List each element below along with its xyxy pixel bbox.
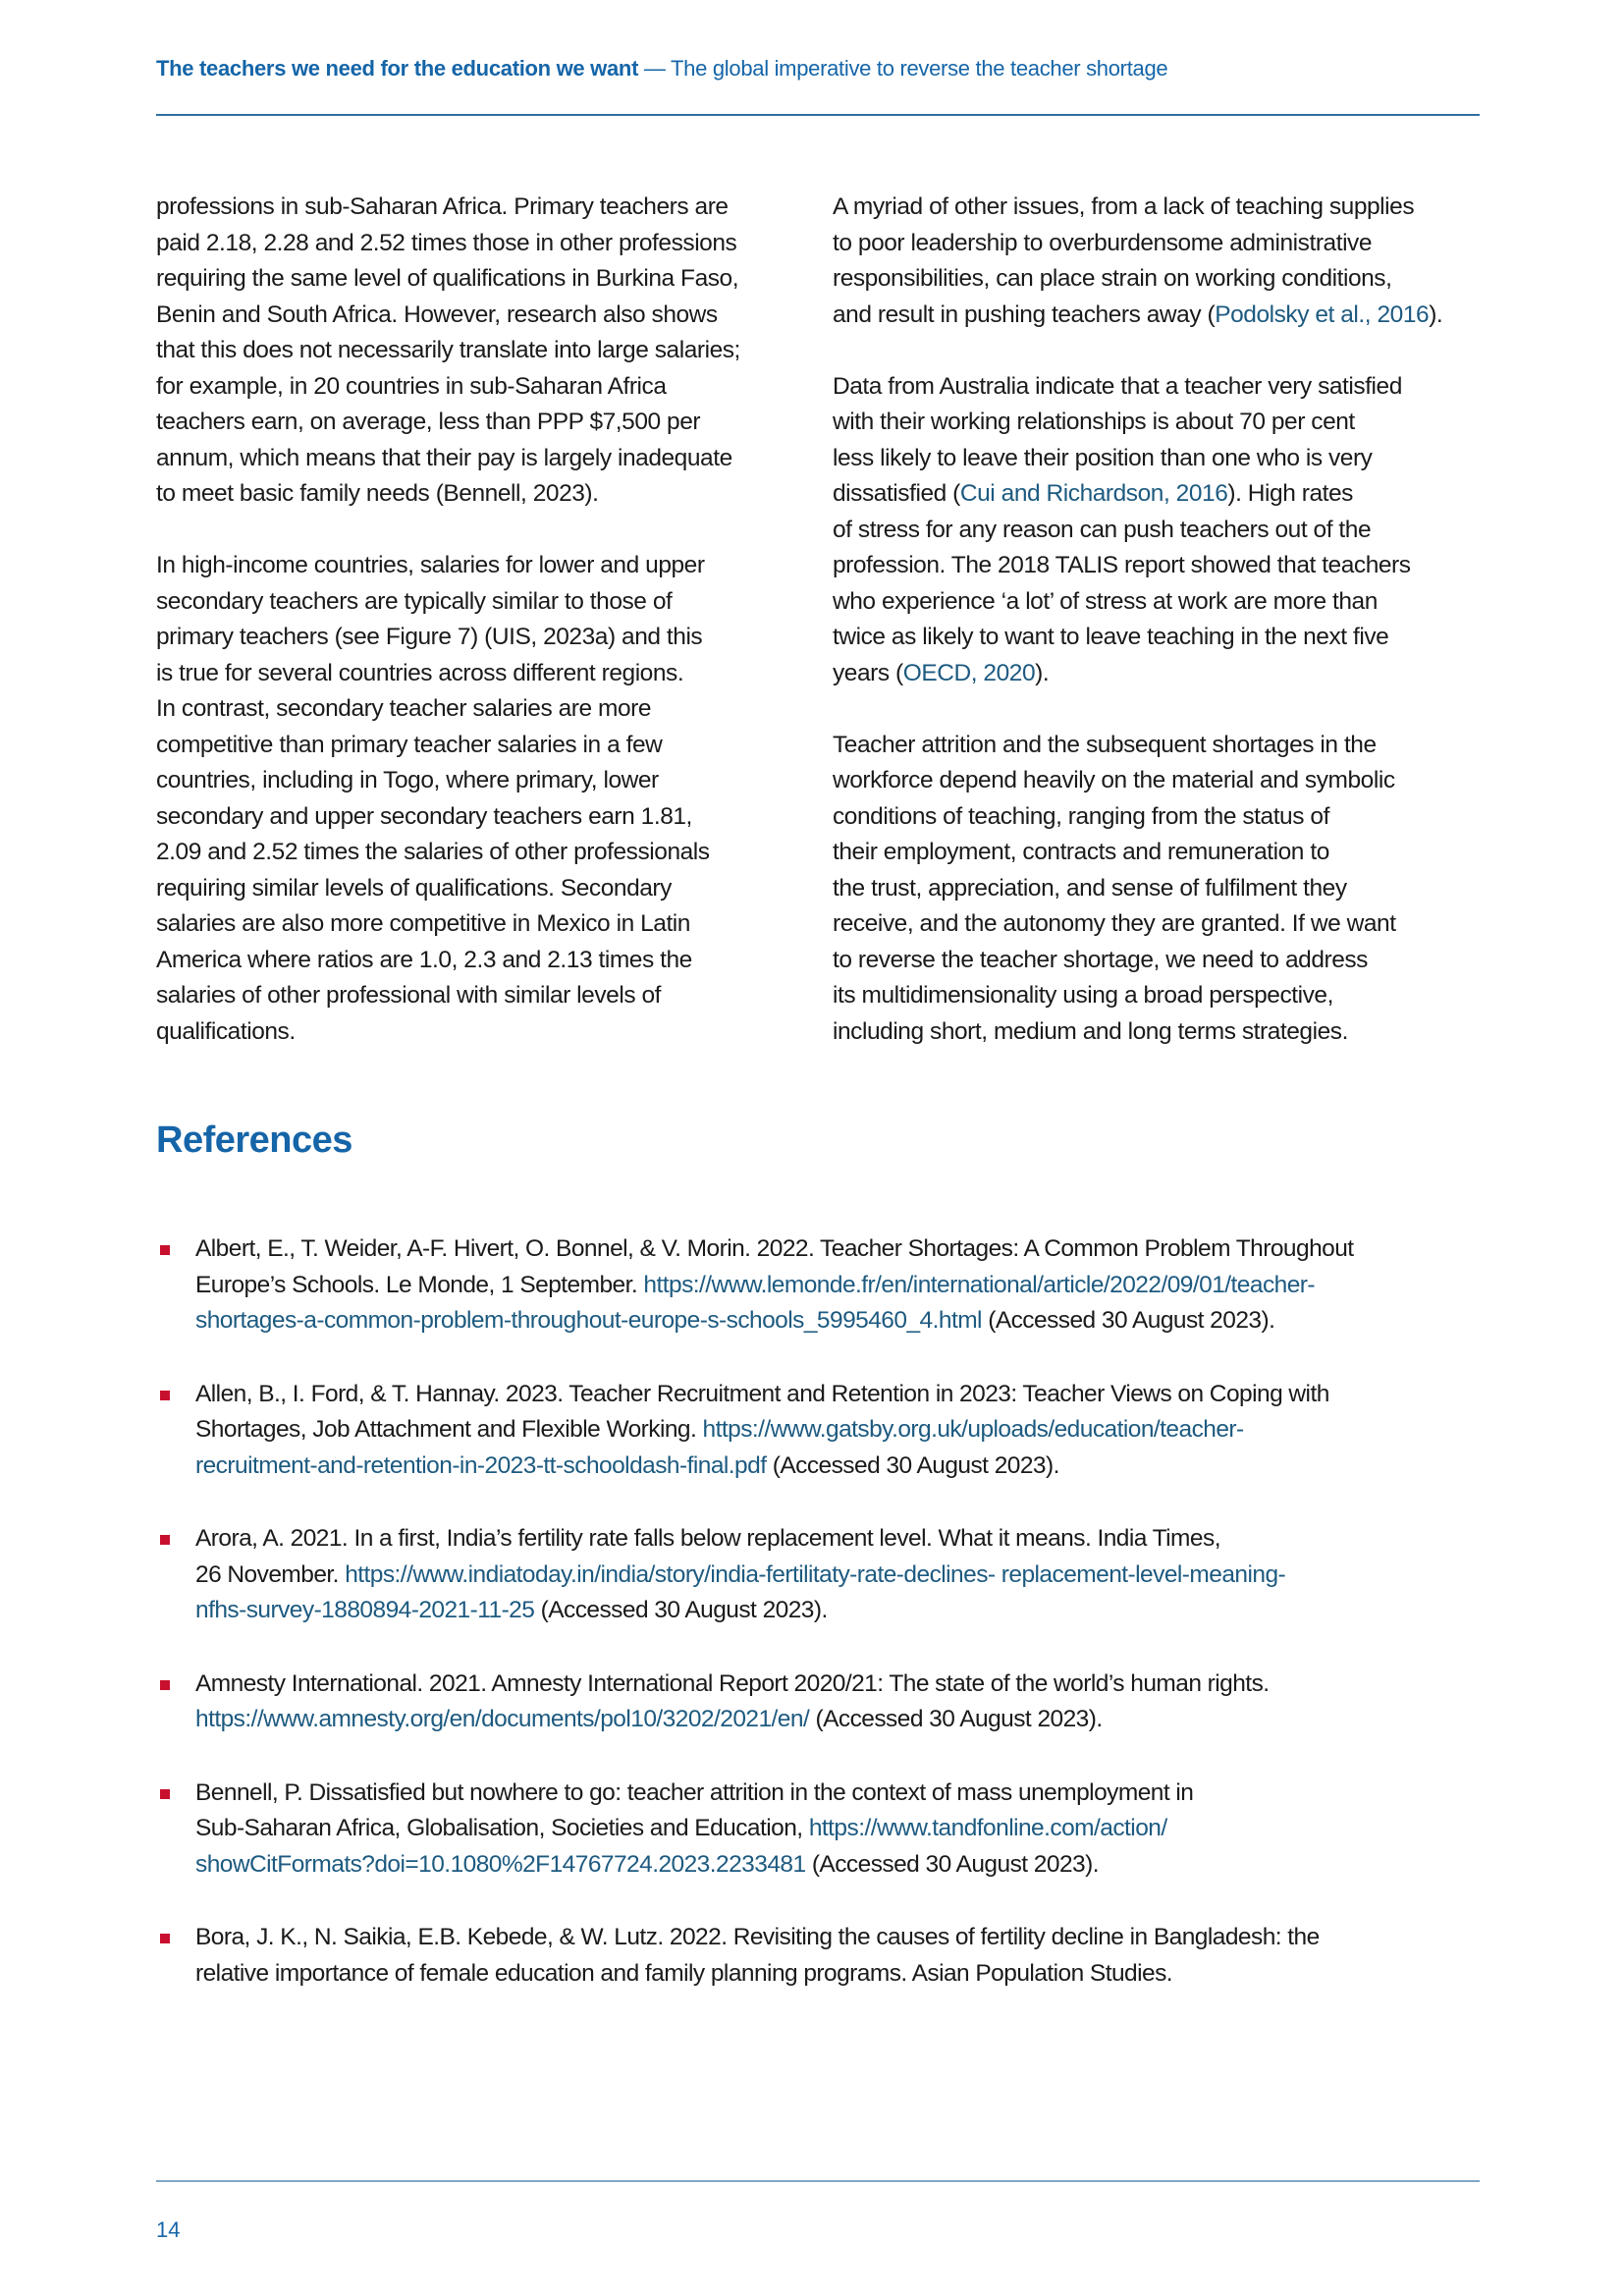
text-line: Teacher attrition and the subsequent shortages in the	[833, 731, 1377, 758]
text-fragment: 26 November.	[195, 1560, 346, 1588]
reference-url-link[interactable]: https://www.amnesty.org/en/documents/pol10/3202/2021/en/	[195, 1706, 810, 1732]
text-line: the trust, appreciation, and sense of fulfilment they	[833, 874, 1347, 902]
text-line: paid 2.18, 2.28 and 2.52 times those in other professions	[156, 229, 737, 256]
text-line: responsibilities, can place strain on working conditions,	[833, 265, 1392, 292]
text-line: to meet basic family needs (Bennell, 2023).	[156, 480, 599, 507]
text-line: annum, which means that their pay is largely inadequate	[156, 444, 732, 471]
text-line: Allen, B., I. Ford, & T. Hannay. 2023. Teacher Recruitment and Retention in 2023: Teacher Views on Coping with	[195, 1380, 1329, 1407]
text-line: of stress for any reason can push teachers out of the	[833, 516, 1372, 543]
text-fragment: ). High rates	[1227, 480, 1353, 507]
header-separator: —	[638, 56, 672, 81]
text-fragment: Europe’s Schools. Le Monde, 1 September.	[195, 1271, 644, 1298]
reference-url-link[interactable]: https://www.indiatoday.in/india/story/india-fertilitaty-rate-declines- replacement-level-meaning-	[345, 1560, 1286, 1588]
text-line: that this does not necessarily translate into large salaries;	[156, 337, 740, 363]
text-line	[195, 1847, 1491, 1884]
text-line: secondary and upper secondary teachers earn 1.81,	[156, 802, 692, 830]
reference-item	[156, 1667, 1491, 1738]
text-line: who experience ‘a lot’ of stress at work are more than	[833, 587, 1378, 615]
text-fragment: dissatisfied (	[833, 480, 960, 507]
bullet-square-icon	[160, 1535, 170, 1545]
running-header	[156, 55, 1482, 82]
bullet-square-icon	[160, 1934, 170, 1943]
text-line	[195, 1449, 1491, 1485]
text-line	[195, 1303, 1491, 1339]
text-line: is true for several countries across different regions.	[156, 659, 684, 686]
paragraph-other-issues	[833, 190, 1490, 333]
reference-url-link[interactable]: https://www.lemonde.fr/en/international/article/2022/09/01/teacher-	[643, 1271, 1316, 1298]
text-line	[195, 1412, 1491, 1449]
text-line: salaries of other professional with similar levels of	[156, 982, 662, 1009]
text-line	[195, 1593, 1491, 1629]
references-heading: References	[156, 1120, 352, 1161]
text-line	[195, 1702, 1491, 1738]
footer-divider	[156, 2180, 1480, 2182]
text-line: Benin and South Africa. However, research also shows	[156, 301, 718, 328]
text-line: profession. The 2018 TALIS report showed that teachers	[833, 552, 1411, 578]
text-fragment: Shortages, Job Attachment and Flexible Working.	[195, 1416, 703, 1443]
paragraph-australia	[833, 369, 1490, 692]
accessed-date: (Accessed 30 August 2023).	[981, 1307, 1275, 1334]
bullet-square-icon	[160, 1391, 170, 1400]
references-list	[156, 1231, 1491, 2029]
text-line: Arora, A. 2021. In a first, India’s fertility rate falls below replacement level. What it means. India Times,	[195, 1525, 1220, 1552]
reference-url-link[interactable]: showCitFormats?doi=10.1080%2F14767724.2023.2233481	[195, 1850, 806, 1878]
text-line: professions in sub-Saharan Africa. Primary teachers are	[156, 193, 729, 220]
text-line	[833, 476, 1490, 513]
text-line: countries, including in Togo, where primary, lower	[156, 767, 659, 793]
text-line: less likely to leave their position than one who is very	[833, 444, 1373, 471]
text-line: receive, and the autonomy they are granted. If we want	[833, 910, 1396, 937]
text-line: conditions of teaching, ranging from the status of	[833, 802, 1329, 830]
reference-item	[156, 1231, 1491, 1339]
text-line	[833, 298, 1490, 334]
text-fragment: ).	[1429, 301, 1443, 328]
paragraph-attrition	[833, 728, 1490, 1051]
text-line: relative importance of female education and family planning programs. Asian Population Studies.	[195, 1959, 1173, 1987]
paragraph-high-income	[156, 548, 804, 1050]
text-fragment: Sub-Saharan Africa, Globalisation, Societies and Education,	[195, 1815, 809, 1841]
reference-url-link[interactable]: https://www.gatsby.org.uk/uploads/education/teacher-	[702, 1416, 1244, 1443]
text-line: Bora, J. K., N. Saikia, E.B. Kebede, & W. Lutz. 2022. Revisiting the causes of fertility decline in Bangladesh: the	[195, 1924, 1320, 1950]
text-line: requiring similar levels of qualifications. Secondary	[156, 874, 672, 902]
text-line: qualifications.	[156, 1017, 296, 1045]
text-line: teachers earn, on average, less than PPP $7,500 per	[156, 409, 701, 435]
reference-url-link[interactable]: https://www.tandfonline.com/action/	[808, 1815, 1167, 1841]
text-line: competitive than primary teacher salaries in a few	[156, 731, 663, 758]
page-number: 14	[156, 2217, 181, 2242]
header-divider	[156, 114, 1480, 116]
text-line: America where ratios are 1.0, 2.3 and 2.13 times the	[156, 946, 692, 973]
accessed-date: (Accessed 30 August 2023).	[805, 1850, 1099, 1878]
text-line	[195, 1268, 1491, 1304]
citation-link-cui-richardson[interactable]: Cui and Richardson, 2016	[959, 480, 1228, 507]
reference-url-link[interactable]: shortages-a-common-problem-throughout-europe-s-schools_5995460_4.html	[195, 1307, 982, 1334]
text-line: workforce depend heavily on the material and symbolic	[833, 767, 1395, 793]
text-line	[195, 1558, 1491, 1594]
reference-item	[156, 1521, 1491, 1629]
text-line: including short, medium and long terms strategies.	[833, 1017, 1348, 1045]
text-line: for example, in 20 countries in sub-Saharan Africa	[156, 372, 667, 400]
text-line: primary teachers (see Figure 7) (UIS, 2023a) and this	[156, 624, 703, 650]
reference-item	[156, 1377, 1491, 1485]
text-line: Amnesty International. 2021. Amnesty International Report 2020/21: The state of the world’s human rights.	[195, 1669, 1270, 1697]
citation-link-podolsky[interactable]: Podolsky et al., 2016	[1215, 301, 1430, 328]
text-line: requiring the same level of qualifications in Burkina Faso,	[156, 265, 739, 292]
left-column	[156, 190, 804, 1086]
accessed-date: (Accessed 30 August 2023).	[809, 1706, 1103, 1732]
text-line: their employment, contracts and remuneration to	[833, 839, 1329, 865]
reference-item	[156, 1920, 1491, 1992]
text-line: to poor leadership to overburdensome administrative	[833, 229, 1373, 256]
text-fragment: and result in pushing teachers away (	[833, 301, 1216, 328]
document-subtitle: The global imperative to reverse the teacher shortage	[671, 56, 1168, 81]
text-fragment: years (	[833, 659, 903, 686]
text-line: A myriad of other issues, from a lack of teaching supplies	[833, 193, 1415, 220]
text-line: its multidimensionality using a broad perspective,	[833, 982, 1333, 1009]
reference-item	[156, 1776, 1491, 1884]
document-title: The teachers we need for the education we want	[156, 56, 639, 81]
text-line: In high-income countries, salaries for lower and upper	[156, 552, 705, 578]
text-line	[833, 656, 1490, 692]
right-column	[833, 190, 1490, 1086]
text-line	[195, 1811, 1491, 1847]
text-line: twice as likely to want to leave teaching in the next five	[833, 624, 1389, 650]
text-line: Albert, E., T. Weider, A-F. Hivert, O. Bonnel, & V. Morin. 2022. Teacher Shortages: A Common Problem Throughout	[195, 1235, 1354, 1262]
reference-url-link[interactable]: nfhs-survey-1880894-2021-11-25	[195, 1597, 535, 1623]
text-fragment: ).	[1035, 659, 1050, 686]
text-line: Bennell, P. Dissatisfied but nowhere to go: teacher attrition in the context of mass unemployment in	[195, 1778, 1194, 1806]
text-line: In contrast, secondary teacher salaries are more	[156, 695, 652, 722]
accessed-date: (Accessed 30 August 2023).	[534, 1597, 828, 1623]
text-line: Data from Australia indicate that a teacher very satisfied	[833, 372, 1402, 400]
text-line: 2.09 and 2.52 times the salaries of other professionals	[156, 839, 710, 865]
text-line: secondary teachers are typically similar to those of	[156, 587, 673, 615]
text-line: with their working relationships is about 70 per cent	[833, 409, 1355, 435]
bullet-square-icon	[160, 1789, 170, 1799]
reference-url-link[interactable]: recruitment-and-retention-in-2023-tt-schooldash-final.pdf	[195, 1451, 767, 1479]
accessed-date: (Accessed 30 August 2023).	[766, 1451, 1059, 1479]
paragraph-salaries-africa	[156, 190, 804, 513]
bullet-square-icon	[160, 1245, 170, 1255]
text-line: salaries are also more competitive in Mexico in Latin	[156, 910, 690, 937]
bullet-square-icon	[160, 1680, 170, 1690]
citation-link-oecd[interactable]: OECD, 2020	[902, 659, 1036, 686]
text-line: to reverse the teacher shortage, we need to address	[833, 946, 1368, 973]
